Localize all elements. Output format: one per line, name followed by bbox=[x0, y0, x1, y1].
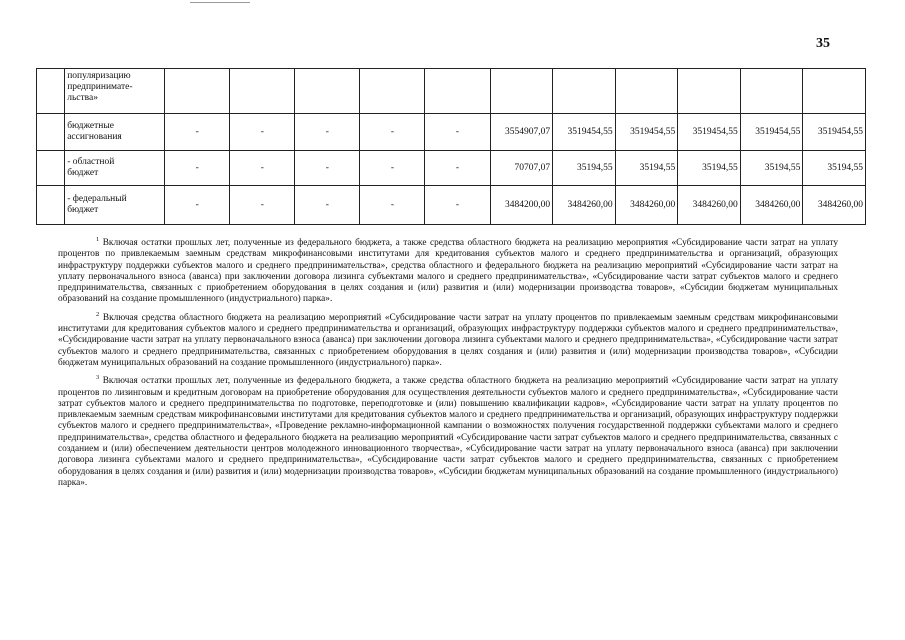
table-cell bbox=[165, 69, 230, 114]
row-label-line: бюджетные bbox=[67, 121, 114, 131]
row-label-line: бюджет bbox=[67, 168, 99, 178]
table-cell: 3519454,55 bbox=[678, 114, 741, 151]
table-cell bbox=[490, 69, 553, 114]
row-label-line: - областной bbox=[67, 157, 115, 167]
table-cell: 3484260,00 bbox=[678, 186, 741, 225]
table-cell: 3519454,55 bbox=[615, 114, 678, 151]
row-label-line: льства» bbox=[67, 93, 98, 103]
footnote-2 bbox=[58, 310, 839, 369]
table-cell: 3519454,55 bbox=[740, 114, 803, 151]
table-cell bbox=[37, 69, 65, 114]
table-cell: 35194,55 bbox=[678, 151, 741, 186]
footnote-mark: 1 bbox=[96, 235, 100, 243]
table-cell: - bbox=[360, 186, 425, 225]
table-cell bbox=[230, 69, 295, 114]
row-label-line: бюджет bbox=[67, 205, 99, 215]
table-cell: - bbox=[425, 151, 490, 186]
table-cell: - bbox=[360, 114, 425, 151]
table-cell: 35194,55 bbox=[740, 151, 803, 186]
budget-table bbox=[36, 68, 866, 225]
table-cell bbox=[553, 69, 616, 114]
table-row bbox=[37, 151, 866, 186]
footnote-3 bbox=[58, 376, 838, 489]
table-cell: - bbox=[295, 186, 360, 225]
table-cell bbox=[37, 186, 65, 225]
row-label-line: предпринимате- bbox=[67, 82, 133, 92]
table-cell: 35194,55 bbox=[803, 151, 866, 186]
row-label-line: - федеральный bbox=[67, 194, 127, 204]
table-cell bbox=[740, 69, 803, 114]
table-cell: 70707,07 bbox=[490, 151, 553, 186]
scan-artifact-line bbox=[190, 2, 250, 3]
table-cell: 3484260,00 bbox=[740, 186, 803, 225]
footnote-text: Включая остатки прошлых лет, полученные из федерального бюджета, а также средства областного бюджета на реализацию мероприятий «Субсидирование части затрат на уплату процентов по лизинговым и кредитным договорам на приобретение оборудования для осуществления деятельности субъектов малого и среднего предпринимательства», «Субсидирование части затрат субъектов малого и среднего предпринимательства по подготовке, переподготовке и (или) повышению квалификации кадров», «Субсидирование части затрат на уплату процентов по привлекаемым заемным средствам микрофинансовыми институтами для кредитования субъектов малого и среднего предпринимательства и организаций, образующих инфраструктуру поддержки субъектов малого и среднего предпринимательства», «Проведение рекламно-информационной кампании о возможностях получения государственной поддержки субъектами малого и среднего предпринимательства», средства областного и федерального бюджета на реализацию мероприятий «Субсидирование части затрат субъектов малого и среднего предпринимательства, связанных с созданием и (или) обеспечением деятельности центров молодежного инновационного творчества», «Субсидирование части затрат на уплату первоначального взноса (аванса) при заключении договора лизинга субъектами малого и среднего предпринимательства», «Субсидирование части затрат субъектов малого и среднего предпринимательства, связанных с приобретением оборудования в целях создания и (или) развития и (или) модернизации производства товаров», «Субсидии бюджетам муниципальных образований на создание промышленного (индустриального) парка». bbox=[58, 376, 839, 488]
table-cell: 3554907,07 bbox=[490, 114, 553, 151]
table-cell bbox=[678, 69, 741, 114]
table-cell: 3484260,00 bbox=[803, 186, 866, 225]
table-cell: 35194,55 bbox=[615, 151, 678, 186]
table-row bbox=[37, 114, 866, 151]
table-cell bbox=[425, 69, 490, 114]
table-cell bbox=[37, 114, 65, 151]
table-cell: 3519454,55 bbox=[803, 114, 866, 151]
table-cell bbox=[295, 69, 360, 114]
table-row bbox=[37, 69, 866, 114]
row-label bbox=[65, 69, 165, 114]
table-cell: - bbox=[165, 186, 230, 225]
table-cell bbox=[360, 69, 425, 114]
footnote-text: Включая остатки прошлых лет, полученные из федерального бюджета, а также средства областного бюджета на реализацию мероприятия «Субсидирование части затрат на уплату процентов по привлекаемым заемным средствам микрофинансовыми институтами для кредитования субъектов малого и среднего предпринимательства и организаций, образующих инфраструктуру поддержки субъектов малого и среднего предпринимательства», средства областного и федерального бюджета на реализацию мероприятий «Субсидирование части затрат на уплату первоначального взноса (аванса) при заключении договора лизинга субъектами малого и среднего предпринимательства», «Субсидирование части затрат субъектов малого и среднего предпринимательства, связанных с приобретением оборудования в целях создания и (или) развития и (или) модернизации производства товаров», «Субсидии бюджетам муниципальных образований на создание промышленного (индустриального) парка». bbox=[58, 238, 839, 305]
row-label-line: популяризацию bbox=[67, 71, 131, 81]
table-cell: 3484260,00 bbox=[553, 186, 616, 225]
footnote-mark: 2 bbox=[96, 310, 100, 318]
row-label bbox=[65, 186, 165, 225]
table-cell: 3484200,00 bbox=[490, 186, 553, 225]
table-cell: - bbox=[165, 114, 230, 151]
table-cell: - bbox=[165, 151, 230, 186]
table-cell: - bbox=[295, 114, 360, 151]
footnotes bbox=[58, 235, 839, 496]
page-number: 35 bbox=[816, 36, 830, 51]
table-row bbox=[37, 186, 866, 225]
table-cell: 3484260,00 bbox=[615, 186, 678, 225]
row-label bbox=[65, 151, 165, 186]
table-cell: - bbox=[425, 186, 490, 225]
table-cell bbox=[37, 151, 65, 186]
table-cell: 35194,55 bbox=[553, 151, 616, 186]
row-label-line: ассигнования bbox=[67, 132, 122, 142]
table-cell bbox=[615, 69, 678, 114]
table-cell: - bbox=[425, 114, 490, 151]
footnote-text: Включая средства областного бюджета на реализацию мероприятий «Субсидирование части затрат на уплату процентов по привлекаемым заемным средствам микрофинансовыми институтами для кредитования субъектов малого и среднего предпринимательства и организаций, образующих инфраструктуру поддержки субъектов малого и среднего предпринимательства», «Субсидирование части затрат на уплату первоначального взноса (аванса) при заключении договора лизинга субъектами малого и среднего предпринимательства», «Субсидирование части затрат субъектов малого и среднего предпринимательства, связанных с приобретением оборудования в целях создания и (или) развития и (или) модернизации производства товаров», «Субсидии бюджетам муниципальных образований на создание промышленного (индустриального) парка». bbox=[58, 312, 839, 368]
table-cell: - bbox=[230, 151, 295, 186]
table-cell: - bbox=[295, 151, 360, 186]
table-cell: - bbox=[230, 114, 295, 151]
table-cell: - bbox=[230, 186, 295, 225]
row-label bbox=[65, 114, 165, 151]
table-cell bbox=[803, 69, 866, 114]
footnote-1 bbox=[58, 235, 839, 306]
footnote-mark: 3 bbox=[96, 374, 100, 382]
table-cell: - bbox=[360, 151, 425, 186]
table-cell: 3519454,55 bbox=[553, 114, 616, 151]
